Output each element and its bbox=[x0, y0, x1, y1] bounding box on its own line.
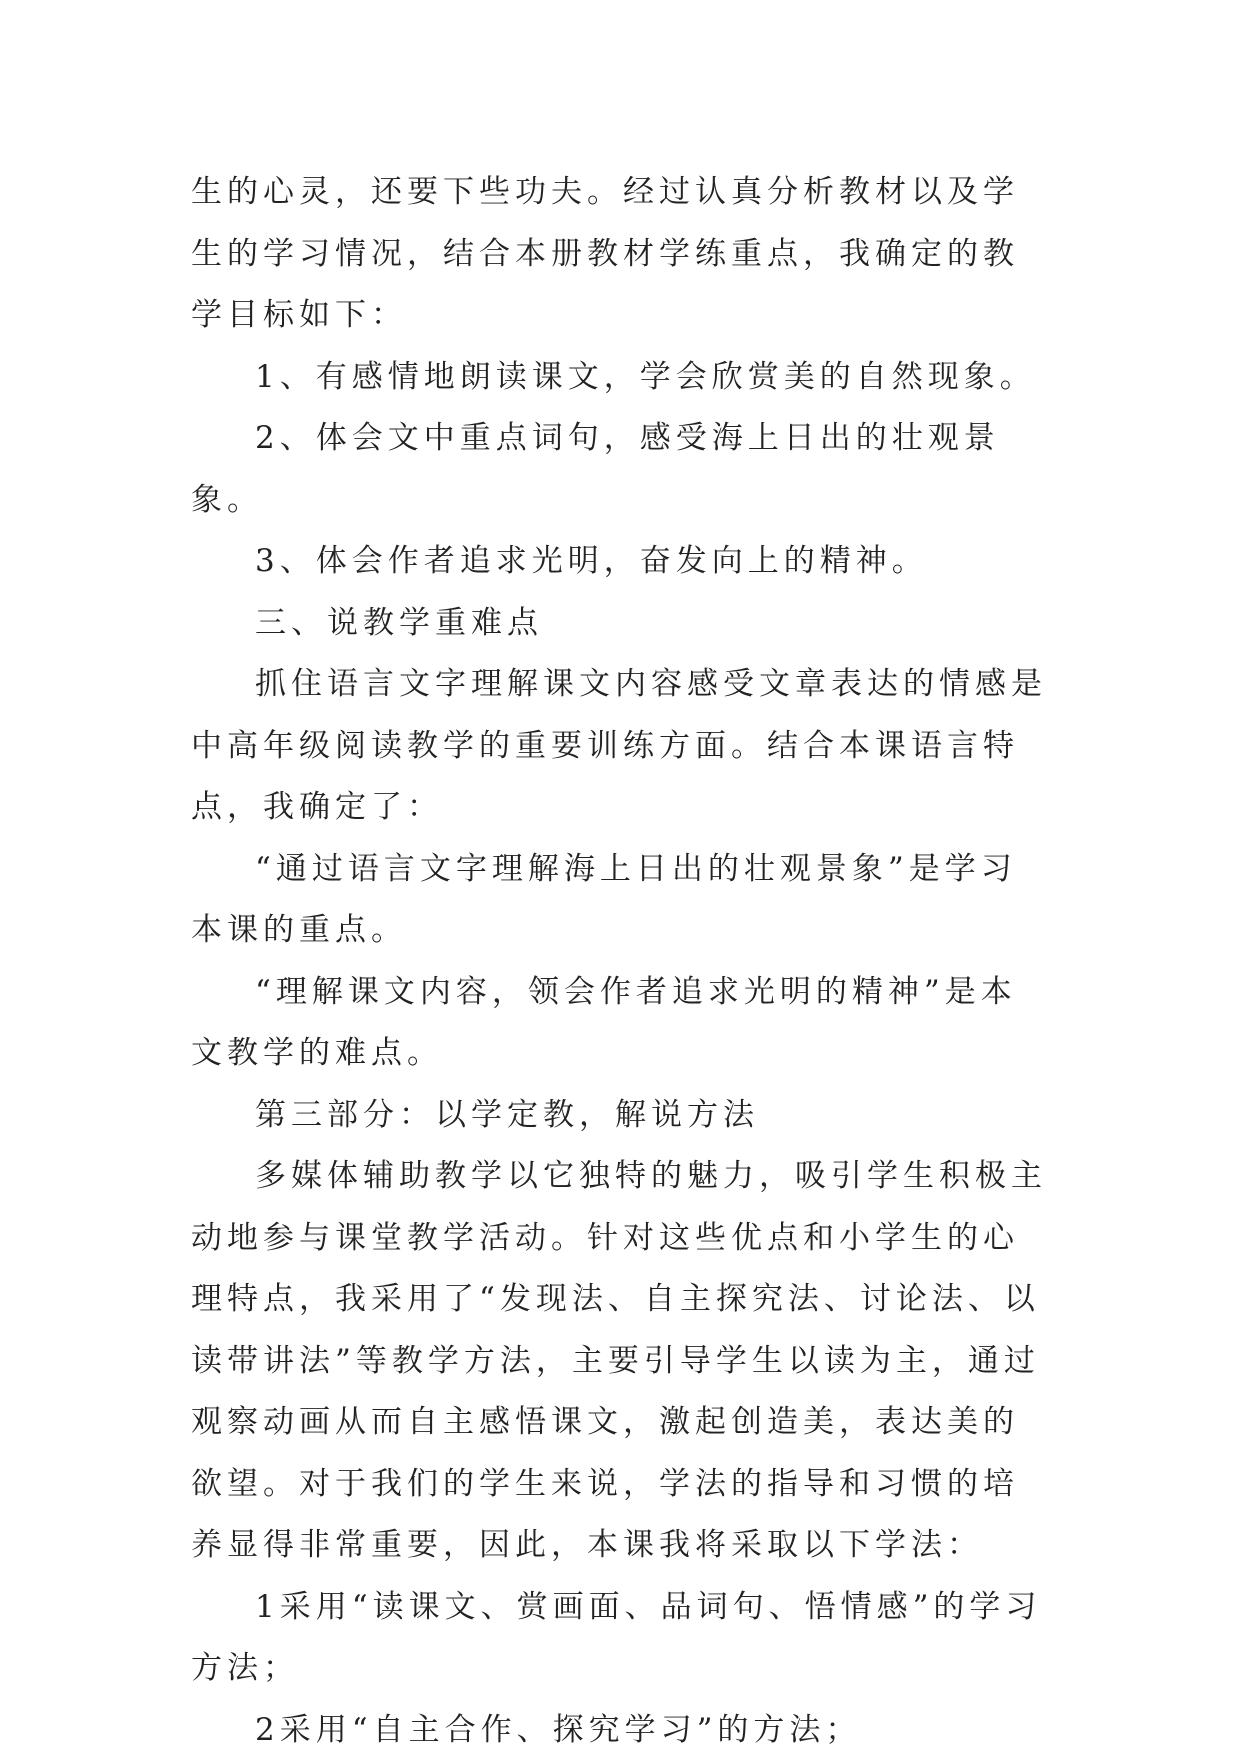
learning-method-item-1: 1采用“读课文、赏画面、品词句、悟情感”的学习方法； bbox=[191, 1577, 1051, 1700]
section-heading-part-three: 第三部分：以学定教，解说方法 bbox=[191, 1085, 1051, 1147]
paragraph-continuation: 生的心灵，还要下些功夫。经过认真分析教材以及学生的学习情况，结合本册教材学练重点，我确定的教学目标如下： bbox=[191, 162, 1051, 347]
objective-item-1: 1、有感情地朗读课文，学会欣赏美的自然现象。 bbox=[191, 347, 1051, 409]
objective-item-2: 2、体会文中重点词句，感受海上日出的壮观景象。 bbox=[191, 408, 1051, 531]
paragraph-key-points-intro: 抓住语言文字理解课文内容感受文章表达的情感是中高年级阅读教学的重要训练方面。结合本课语言特点，我确定了： bbox=[191, 654, 1051, 839]
paragraph-key-point: “通过语言文字理解海上日出的壮观景象”是学习本课的重点。 bbox=[191, 839, 1051, 962]
objective-item-3: 3、体会作者追求光明，奋发向上的精神。 bbox=[191, 531, 1051, 593]
learning-method-item-2: 2采用“自主合作、探究学习”的方法； bbox=[191, 1700, 1051, 1761]
paragraph-difficult-point: “理解课文内容，领会作者追求光明的精神”是本文教学的难点。 bbox=[191, 962, 1051, 1085]
paragraph-teaching-methods: 多媒体辅助教学以它独特的魅力，吸引学生积极主动地参与课堂教学活动。针对这些优点和小学生的心理特点，我采用了“发现法、自主探究法、讨论法、以读带讲法”等教学方法，主要引导学生以读为主，通过观察动画从而自主感悟课文，激起创造美，表达美的欲望。对于我们的学生来说，学法的指导和习惯的培养显得非常重要，因此，本课我将采取以下学法： bbox=[191, 1146, 1051, 1577]
document-body bbox=[191, 162, 1051, 1761]
section-heading-key-points: 三、说教学重难点 bbox=[191, 593, 1051, 655]
